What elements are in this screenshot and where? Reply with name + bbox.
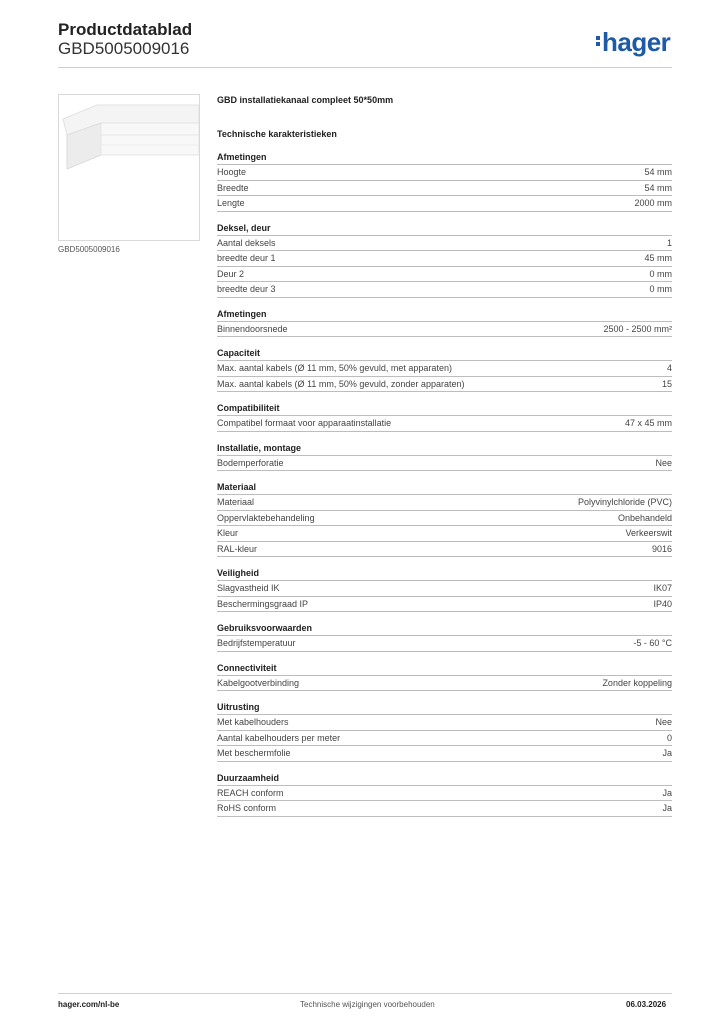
spec-label: Bedrijfstemperatuur [217, 638, 296, 648]
section-title: Capaciteit [217, 346, 672, 361]
spec-section [217, 771, 672, 817]
header-divider [58, 67, 672, 68]
spec-value: 54 mm [644, 182, 672, 193]
spec-row [217, 597, 672, 613]
spec-value: 2000 mm [634, 198, 672, 208]
spec-label: Aantal deksels [217, 237, 276, 248]
spec-label: Hoogte [217, 167, 247, 177]
spec-row [217, 801, 672, 817]
spec-section [217, 621, 672, 652]
spec-value: Nee [655, 717, 672, 727]
footer-date: 06.03.2026 [626, 1000, 667, 1009]
spec-sections [217, 150, 672, 817]
spec-row [217, 731, 672, 747]
spec-section [217, 700, 672, 762]
spec-content [217, 95, 672, 826]
spec-row [217, 196, 672, 212]
spec-row [217, 416, 672, 432]
image-caption: GBD5005009016 [58, 245, 120, 254]
spec-value: Onbehandeld [617, 512, 672, 523]
spec-label: Max. aantal kabels (Ø 11 mm, 50% gevuld, zonder apparaten) [217, 378, 465, 389]
spec-label: REACH conform [217, 787, 284, 798]
logo-dots-icon [596, 34, 600, 48]
spec-section [217, 150, 672, 212]
page-title: Productdatablad [58, 20, 193, 39]
spec-value: Polyvinylchloride (PVC) [577, 497, 672, 507]
footer-divider [58, 993, 672, 994]
spec-label: Met kabelhouders [217, 717, 289, 727]
spec-value: 9016 [651, 543, 672, 554]
spec-value: 0 mm [649, 268, 672, 279]
spec-row [217, 456, 672, 472]
section-title: Compatibiliteit [217, 401, 672, 416]
spec-section [217, 480, 672, 557]
spec-label: Bodemperforatie [217, 457, 284, 468]
spec-label: Max. aantal kabels (Ø 11 mm, 50% gevuld, met apparaten) [217, 363, 452, 373]
spec-row [217, 746, 672, 762]
spec-value: 54 mm [644, 167, 672, 177]
spec-label: Binnendoorsnede [217, 323, 288, 334]
spec-value: IK07 [653, 583, 672, 593]
section-title: Deksel, deur [217, 221, 672, 236]
spec-row [217, 251, 672, 267]
spec-value: Ja [662, 787, 672, 798]
section-title: Gebruiksvoorwaarden [217, 621, 672, 636]
spec-value: Zonder koppeling [602, 677, 672, 688]
spec-label: Kabelgootverbinding [217, 677, 300, 688]
spec-row [217, 636, 672, 652]
spec-section [217, 401, 672, 432]
spec-label: Aantal kabelhouders per meter [217, 732, 341, 743]
section-title: Installatie, montage [217, 441, 672, 456]
spec-row [217, 322, 672, 338]
spec-label: breedte deur 3 [217, 284, 276, 294]
spec-row [217, 267, 672, 283]
spec-value: 0 mm [649, 284, 672, 294]
section-title: Materiaal [217, 480, 672, 495]
spec-row [217, 676, 672, 692]
spec-row [217, 581, 672, 597]
section-title: Uitrusting [217, 700, 672, 715]
spec-value: IP40 [653, 598, 672, 609]
spec-row [217, 526, 672, 542]
spec-label: breedte deur 1 [217, 253, 276, 263]
spec-label: Breedte [217, 182, 249, 193]
spec-value: 0 [666, 732, 672, 743]
spec-value: 15 [661, 378, 672, 389]
spec-section [217, 221, 672, 298]
spec-row [217, 181, 672, 197]
spec-label: Beschermingsgraad IP [217, 598, 309, 609]
spec-row [217, 361, 672, 377]
footer-website[interactable]: hager.com/nl-be [58, 1000, 120, 1009]
spec-row [217, 786, 672, 802]
spec-section [217, 441, 672, 472]
spec-label: Compatibel formaat voor apparaatinstallatie [217, 418, 392, 428]
spec-value: 2500 - 2500 mm² [603, 323, 672, 334]
spec-value: 4 [666, 363, 672, 373]
spec-value: 1 [666, 237, 672, 248]
product-title: GBD installatiekanaal compleet 50*50mm [217, 95, 394, 105]
section-title: Afmetingen [217, 307, 672, 322]
spec-section [217, 307, 672, 338]
spec-row [217, 495, 672, 511]
hager-logo: hager [596, 27, 670, 58]
section-title: Duurzaamheid [217, 771, 672, 786]
spec-label: Kleur [217, 528, 239, 538]
tech-title: Technische karakteristieken [217, 129, 337, 139]
section-title: Connectiviteit [217, 661, 672, 676]
spec-label: Oppervlaktebehandeling [217, 512, 315, 523]
spec-value: Ja [662, 748, 672, 758]
spec-row [217, 511, 672, 527]
spec-label: Materiaal [217, 497, 255, 507]
spec-value: Ja [662, 803, 672, 813]
spec-label: Lengte [217, 198, 245, 208]
spec-value: 45 mm [644, 253, 672, 263]
spec-row [217, 542, 672, 558]
product-image [58, 94, 200, 241]
section-title: Afmetingen [217, 150, 672, 165]
spec-value: Verkeerswit [625, 528, 672, 538]
spec-section [217, 566, 672, 612]
spec-row [217, 715, 672, 731]
spec-label: Slagvastheid IK [217, 583, 280, 593]
product-code: GBD5005009016 [58, 39, 190, 58]
spec-label: Deur 2 [217, 268, 245, 279]
section-title: Veiligheid [217, 566, 672, 581]
footer-disclaimer: Technische wijzigingen voorbehouden [300, 1000, 435, 1009]
spec-value: -5 - 60 °C [633, 638, 672, 648]
spec-section [217, 346, 672, 392]
spec-label: RoHS conform [217, 803, 277, 813]
spec-row [217, 165, 672, 181]
spec-label: RAL-kleur [217, 543, 258, 554]
cable-duct-icon [59, 95, 199, 240]
spec-row [217, 236, 672, 252]
spec-value: 47 x 45 mm [624, 418, 672, 428]
spec-label: Met beschermfolie [217, 748, 291, 758]
spec-section [217, 661, 672, 692]
spec-row [217, 282, 672, 298]
spec-row [217, 377, 672, 393]
spec-value: Nee [655, 457, 672, 468]
